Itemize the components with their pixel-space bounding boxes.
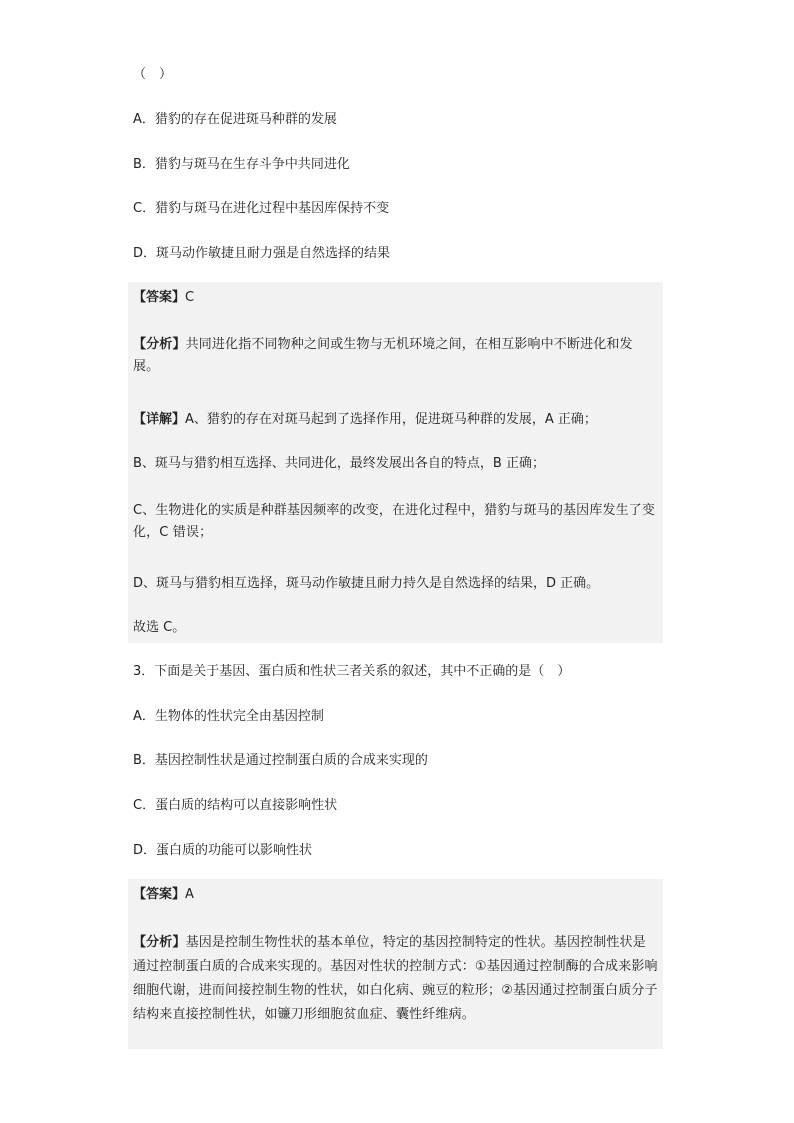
analysis-label: 【分析】 (133, 337, 186, 352)
q2-detail-line-1 (133, 411, 658, 429)
q3-option-a: A．生物体的性状完全由基因控制 (133, 709, 324, 724)
q3-option-d: D．蛋白质的功能可以影响性状 (133, 843, 313, 858)
q3-answer (133, 886, 658, 904)
detail-text: A、猎豹的存在对斑马起到了选择作用，促进斑马种群的发展，A 正确； (185, 412, 597, 427)
q2-detail-line-4: D、斑马与猎豹相互选择，斑马动作敏捷且耐力持久是自然选择的结果，D 正确。 (133, 576, 600, 591)
answer-label: 【答案】 (133, 887, 186, 902)
q2-option-d: D．斑马动作敏捷且耐力强是自然选择的结果 (133, 246, 391, 261)
answer-label: 【答案】 (133, 290, 186, 305)
q2-detail-line-3: C、生物进化的实质是种群基因频率的改变，在进化过程中，猎豹与斑马的基因库发生了变化，C 错误； (133, 503, 656, 540)
q2-answer (133, 289, 658, 307)
analysis-label: 【分析】 (133, 935, 186, 950)
q2-option-a: A．猎豹的存在促进斑马种群的发展 (133, 112, 337, 127)
q2-analysis (133, 334, 658, 378)
answer-value: A (185, 887, 194, 902)
q2-conclusion: 故选 C。 (133, 620, 186, 635)
q3-analysis (133, 931, 658, 1027)
analysis-text: 共同进化指不同物种之间或生物与无机环境之间，在相互影响中不断进化和发展。 (133, 337, 633, 374)
answer-value: C (185, 290, 195, 305)
q2-detail-line-2: B、斑马与猎豹相互选择、共同进化，最终发展出各自的特点，B 正确； (133, 456, 545, 471)
q3-option-c: C．蛋白质的结构可以直接影响性状 (133, 798, 338, 813)
q2-option-c: C．猎豹与斑马在进化过程中基因库保持不变 (133, 201, 390, 216)
q2-solution-block (128, 282, 663, 643)
q2-stem-tail: （ ） (133, 67, 173, 82)
q3-stem: 3．下面是关于基因、蛋白质和性状三者关系的叙述，其中不正确的是（ ） (133, 664, 571, 679)
detail-label: 【详解】 (133, 412, 186, 427)
analysis-text: 基因是控制生物性状的基本单位，特定的基因控制特定的性状。基因控制性状是通过控制蛋白质的合成来实现的。基因对性状的控制方式：①基因通过控制酶的合成来影响细胞代谢，进而间接控制生物的性状，如白化病、豌豆的粒形；②基因通过控制蛋白质分子结构来直接控制性状，如镰刀形细胞贫血症、囊性纤维病。 (133, 935, 658, 1022)
q2-option-b: B．猎豹与斑马在生存斗争中共同进化 (133, 157, 350, 172)
q3-solution-block (128, 879, 663, 1049)
q3-option-b: B．基因控制性状是通过控制蛋白质的合成来实现的 (133, 753, 428, 768)
